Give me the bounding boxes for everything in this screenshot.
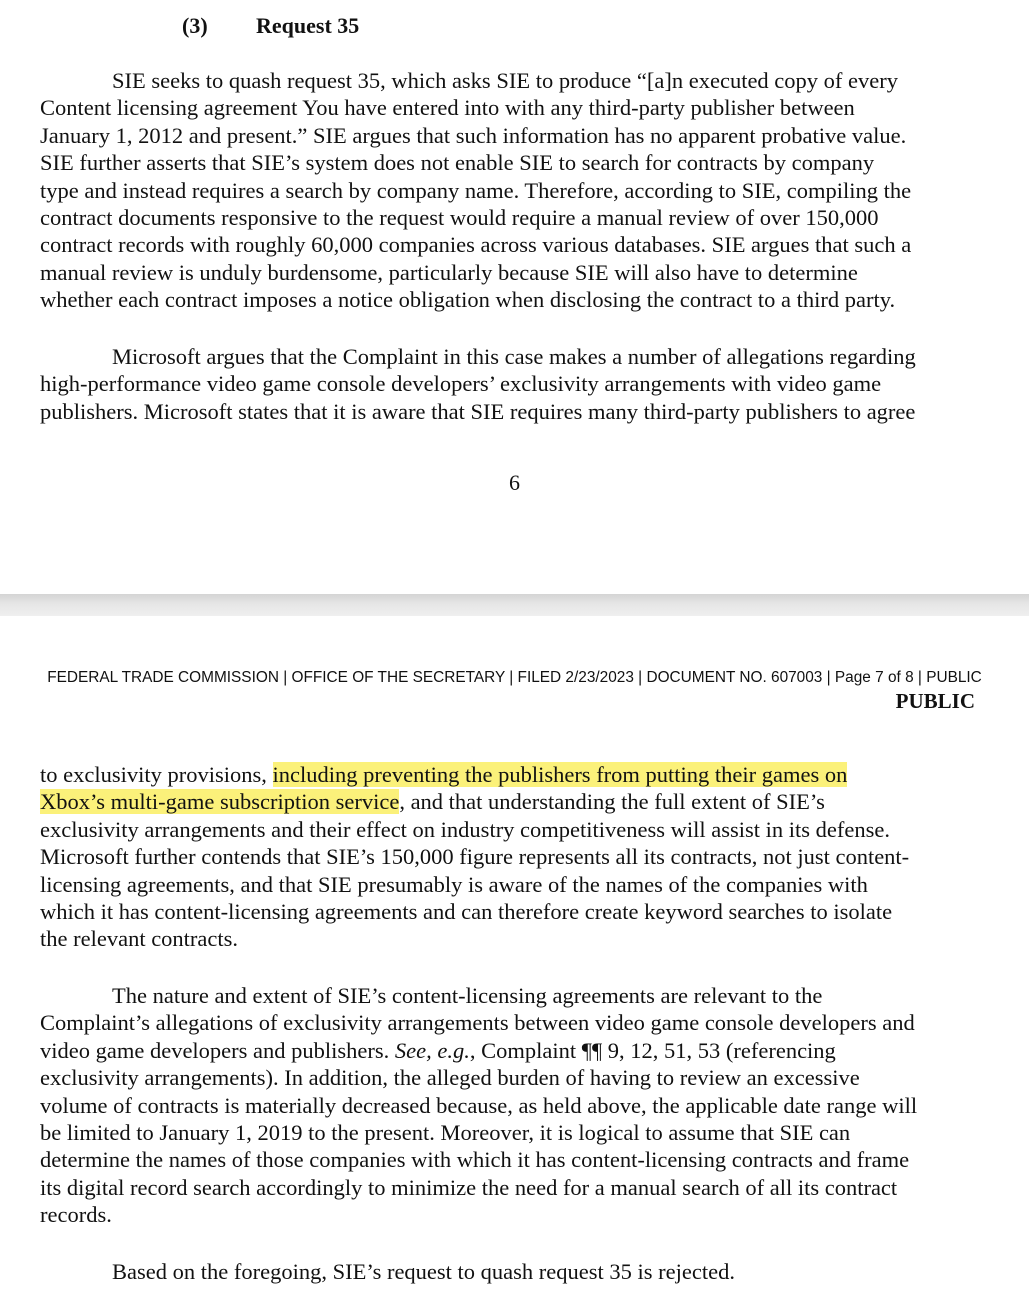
paragraph-relevance-analysis bbox=[40, 982, 980, 1229]
text-line: manual review is unduly burdensome, particularly because SIE will also have to determine bbox=[40, 259, 858, 285]
text-line: licensing agreements, and that SIE presumably is aware of the names of the companies with bbox=[40, 871, 868, 897]
public-stamp: PUBLIC bbox=[895, 689, 975, 713]
text-segment: , and that understanding the full extent of SIE’s bbox=[399, 789, 825, 815]
text-line bbox=[40, 1037, 980, 1064]
text-line: publishers. Microsoft states that it is aware that SIE requires many third-party publishers to agree bbox=[40, 398, 916, 424]
highlighted-text: Xbox’s multi-game subscription service bbox=[40, 789, 400, 815]
section-number: (3) bbox=[182, 13, 208, 38]
text-line: the relevant contracts. bbox=[40, 926, 239, 952]
text-line: high-performance video game console developers’ exclusivity arrangements with video game bbox=[40, 371, 882, 397]
text-line: Microsoft further contends that SIE’s 150,000 figure represents all its contracts, not just content- bbox=[40, 844, 910, 870]
section-title: Request 35 bbox=[256, 13, 360, 38]
text-line: Complaint’s allegations of exclusivity arrangements between video game console developers and bbox=[40, 1010, 915, 1036]
text-line: determine the names of those companies with which it has content-licensing contracts and frame bbox=[40, 1147, 910, 1173]
text-segment: to exclusivity provisions, bbox=[40, 762, 273, 787]
text-line bbox=[40, 761, 980, 788]
text-line: Content licensing agreement You have entered into with any third-party publisher between bbox=[40, 95, 855, 121]
paragraph-request-35-sie-argument bbox=[40, 67, 980, 314]
text-line: exclusivity arrangements and their effect on industry competitiveness will assist in its defense. bbox=[40, 816, 891, 842]
highlighted-text: including preventing the publishers from putting their games on bbox=[272, 762, 848, 787]
citation-signal: See, e.g. bbox=[394, 1037, 470, 1063]
text-segment: , Complaint ¶¶ 9, 12, 51, 53 (referencing bbox=[469, 1037, 836, 1063]
text-line: be limited to January 1, 2019 to the present. Moreover, it is logical to assume that SIE can bbox=[40, 1120, 851, 1146]
text-line: SIE further asserts that SIE’s system does not enable SIE to search for contracts by company bbox=[40, 150, 875, 176]
paragraph-conclusion bbox=[40, 1258, 980, 1285]
text-line: contract records with roughly 60,000 companies across various databases. SIE argues that such a bbox=[40, 232, 912, 258]
text-line: its digital record search accordingly to minimize the need for a manual search of all its contract bbox=[40, 1174, 898, 1200]
text-line: The nature and extent of SIE’s content-licensing agreements are relevant to the bbox=[112, 983, 823, 1008]
text-line: exclusivity arrangements). In addition, the alleged burden of having to review an excessive bbox=[40, 1065, 860, 1091]
text-line: Microsoft argues that the Complaint in this case makes a number of allegations regarding bbox=[112, 344, 916, 369]
paragraph-microsoft-continuation bbox=[40, 761, 980, 953]
text-line: Based on the foregoing, SIE’s request to quash request 35 is rejected. bbox=[112, 1259, 735, 1284]
text-line: volume of contracts is materially decreased because, as held above, the applicable date range will bbox=[40, 1092, 918, 1118]
text-line: which it has content-licensing agreements and can therefore create keyword searches to isolate bbox=[40, 899, 893, 925]
document-page-6 bbox=[0, 0, 1029, 594]
text-line: type and instead requires a search by company name. Therefore, according to SIE, compiling the bbox=[40, 177, 912, 203]
page-divider bbox=[0, 594, 1029, 616]
text-line: SIE seeks to quash request 35, which asks SIE to produce “[a]n executed copy of every bbox=[112, 68, 899, 93]
text-line: whether each contract imposes a notice obligation when disclosing the contract to a third party. bbox=[40, 287, 896, 313]
section-heading bbox=[182, 12, 359, 40]
ftc-filing-header: FEDERAL TRADE COMMISSION | OFFICE OF THE SECRETARY | FILED 2/23/2023 | DOCUMENT NO. 607003 | Page 7 of 8 | PUBLIC bbox=[47, 669, 982, 686]
text-line bbox=[40, 788, 980, 815]
paragraph-microsoft-argument bbox=[40, 343, 980, 425]
page-number: 6 bbox=[509, 470, 520, 495]
text-segment: video game developers and publishers. bbox=[40, 1037, 395, 1063]
text-line: records. bbox=[40, 1202, 112, 1228]
text-line: January 1, 2012 and present.” SIE argues that such information has no apparent probative value. bbox=[40, 122, 907, 148]
text-line: contract documents responsive to the request would require a manual review of over 150,000 bbox=[40, 205, 879, 231]
